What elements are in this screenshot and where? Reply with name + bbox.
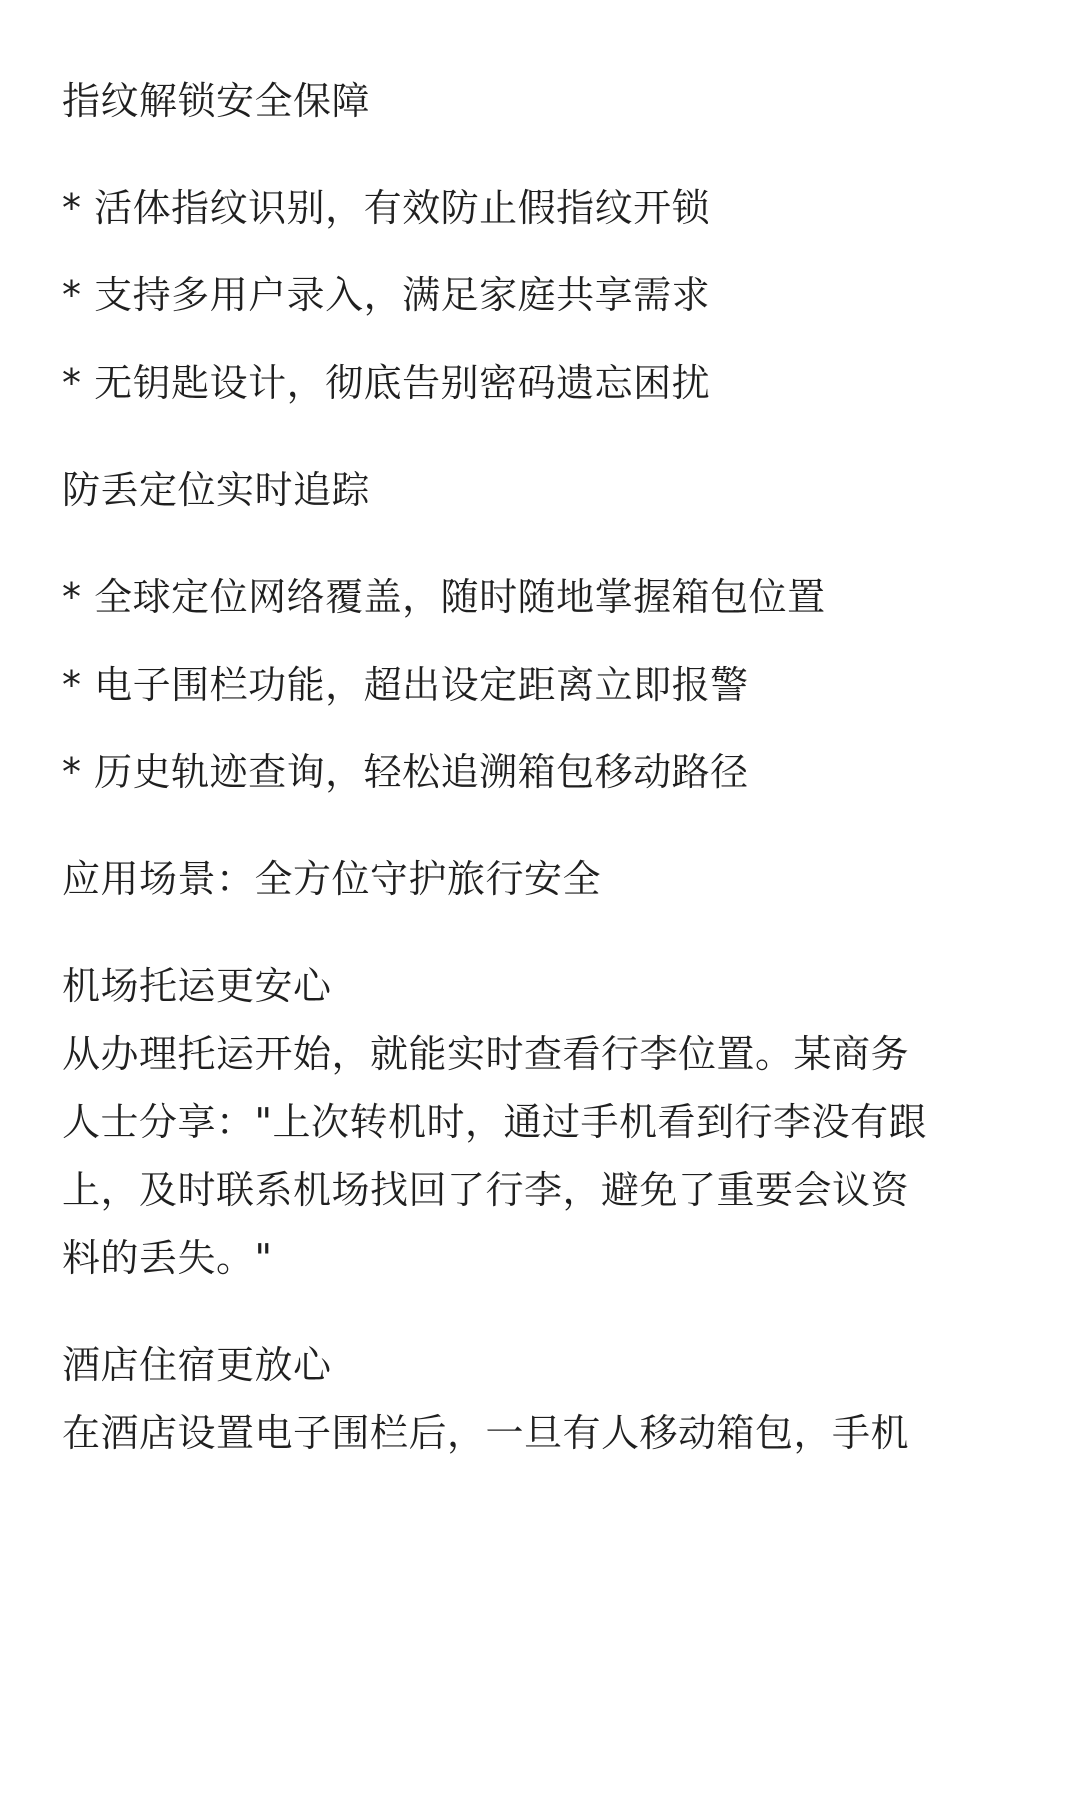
list-item: * 历史轨迹查询，轻松追溯箱包移动路径 bbox=[62, 750, 749, 794]
scenario-title-airport: 机场托运更安心 bbox=[62, 964, 332, 1008]
paragraph-line: 料的丢失。" bbox=[62, 1236, 273, 1280]
list-item: * 无钥匙设计，彻底告别密码遗忘困扰 bbox=[62, 361, 711, 405]
section-heading-fingerprint: 指纹解锁安全保障 bbox=[62, 79, 371, 123]
section-heading-scenarios: 应用场景：全方位守护旅行安全 bbox=[62, 857, 602, 901]
paragraph-line: 在酒店设置电子围栏后，一旦有人移动箱包，手机 bbox=[62, 1411, 910, 1455]
paragraph-line: 人士分享："上次转机时，通过手机看到行李没有跟 bbox=[62, 1100, 927, 1144]
list-item: * 活体指纹识别，有效防止假指纹开锁 bbox=[62, 186, 711, 230]
list-item: * 电子围栏功能，超出设定距离立即报警 bbox=[62, 663, 749, 707]
list-item: * 全球定位网络覆盖，随时随地掌握箱包位置 bbox=[62, 575, 826, 619]
paragraph-line: 上，及时联系机场找回了行李，避免了重要会议资 bbox=[62, 1168, 910, 1212]
scenario-title-hotel: 酒店住宿更放心 bbox=[62, 1343, 332, 1387]
section-heading-tracking: 防丢定位实时追踪 bbox=[62, 468, 371, 512]
list-item: * 支持多用户录入，满足家庭共享需求 bbox=[62, 273, 711, 317]
paragraph-line: 从办理托运开始，就能实时查看行李位置。某商务 bbox=[62, 1032, 910, 1076]
